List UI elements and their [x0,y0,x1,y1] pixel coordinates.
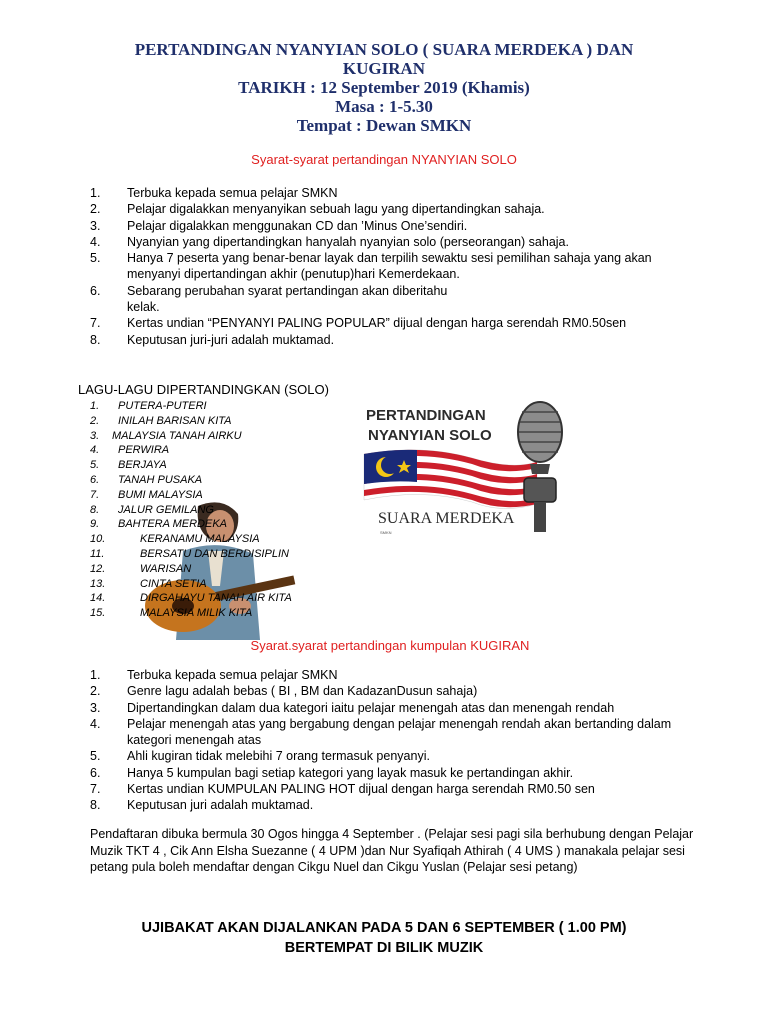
event-venue: Tempat : Dewan SMKN [296,116,472,135]
audition-notice [0,918,768,958]
item-number: 3. [90,700,101,715]
band-rules-heading: Syarat.syarat pertandingan kumpulan KUGIRAN [250,638,530,653]
list-item [90,332,670,348]
item-number: 11. [90,547,105,560]
item-number: 10. [90,533,106,546]
song-title: BUMI MALAYSIA [118,488,203,501]
list-item [90,683,690,699]
item-text: Pelajar digalakkan menyanyikan sebuah lagu yang dipertandingkan sahaja. [127,202,545,217]
item-number: 2. [90,202,101,217]
item-number: 7. [90,782,101,797]
song-list-heading: LAGU-LAGU DIPERTANDINGKAN (SOLO) [78,382,329,397]
song-title: KERANAMU MALAYSIA [140,533,260,546]
song-title: BAHTERA MERDEKA [118,518,228,531]
item-number: 2. [90,414,100,427]
item-text: Pelajar menengah atas yang bergabung dengan pelajar menengah rendah akan bertanding dalam kategori menengah atas [127,716,672,748]
item-text: Sebarang perubahan syarat pertandingan akan diberitahu kelak. [127,283,448,315]
item-number: 5. [90,459,100,472]
list-item [90,667,690,683]
logo-line-2: NYANYIAN SOLO [368,427,492,444]
list-item [90,218,670,234]
song-title: TANAH PUSAKA [118,473,203,486]
audition-date: UJIBAKAT AKAN DIJALANKAN PADA 5 DAN 6 SEPTEMBER ( 1.00 PM) [141,920,627,936]
event-title-block [0,40,768,135]
band-rules-list [90,667,690,814]
logo-small-text: SMKN [380,530,392,535]
list-item [90,765,690,781]
item-text: Genre lagu adalah bebas ( BI , BM dan KadazanDusun sahaja) [127,684,478,699]
item-number: 1. [90,668,101,682]
item-number: 5. [90,251,101,266]
logo-line-1: PERTANDINGAN [366,407,486,424]
song-title: MALAYSIA TANAH AIRKU [112,429,242,442]
item-number: 5. [90,749,101,764]
item-number: 4. [90,444,100,457]
item-number: 4. [90,234,101,249]
title-line-2: KUGIRAN [342,59,426,78]
song-title: BERJAYA [118,459,167,472]
event-time: Masa : 1-5.30 [335,97,433,116]
list-item [90,185,670,201]
item-number: 7. [90,488,100,501]
song-title: DIRGAHAYU TANAH AIR KITA [140,592,292,605]
item-number: 6. [90,473,100,486]
item-text: Keputusan juri adalah muktamad. [127,798,314,813]
item-number: 9. [90,518,100,531]
item-number: 8. [90,503,100,516]
title-line-1: PERTANDINGAN NYANYIAN SOLO ( SUARA MERDEKA ) DAN [134,40,634,59]
list-item [90,234,670,250]
song-title: PERWIRA [118,444,170,457]
song-title: BERSATU DAN BERDISIPLIN [140,547,289,560]
item-number: 8. [90,798,101,813]
item-text: Ahli kugiran tidak melebihi 7 orang termasuk penyanyi. [127,749,430,764]
event-date: TARIKH : 12 September 2019 (Khamis) [238,78,530,97]
item-number: 2. [90,684,101,699]
item-text: Keputusan juri-juri adalah muktamad. [127,332,335,347]
list-item [90,781,690,797]
suara-merdeka-logo [362,392,572,542]
item-number: 12. [90,562,106,575]
item-number: 3. [90,429,100,442]
item-number: 4. [90,716,101,731]
list-item [90,201,670,217]
song-title: CINTA SETIA [140,577,207,590]
item-number: 13. [90,577,106,590]
item-text: Terbuka kepada semua pelajar SMKN [127,668,338,682]
item-text: Pelajar digalakkan menggunakan CD dan ’Minus One’sendiri. [127,218,468,233]
item-text: Kertas undian KUMPULAN PALING HOT dijual dengan harga serendah RM0.50 sen [127,782,595,797]
song-title: INILAH BARISAN KITA [118,414,232,427]
item-number: 6. [90,283,101,298]
list-item [90,716,690,749]
item-number: 15. [90,607,106,620]
solo-rules-heading: Syarat-syarat pertandingan NYANYIAN SOLO [251,152,517,167]
item-text: Dipertandingkan dalam dua kategori iaitu pelajar menengah atas dan menengah rendah [127,700,615,715]
song-title: PUTERA-PUTERI [118,400,207,412]
item-text: Nyanyian yang dipertandingkan hanyalah nyanyian solo (perseorangan) sahaja. [127,234,569,249]
item-text: Hanya 7 peserta yang benar-benar layak dan terpilih sewaktu sesi pemilihan sahaja yang akan menyanyi dipertandingan akhir (penutup)hari Kemerdekaan. [127,251,652,282]
item-number: 14. [90,592,106,605]
item-number: 6. [90,765,101,780]
item-text: Hanya 5 kumpulan bagi setiap kategori yang layak masuk ke pertandingan akhir. [127,765,574,780]
list-item [90,315,670,331]
list-item [90,700,690,716]
malaysia-flag-icon [364,450,537,509]
item-number: 1. [90,186,101,200]
list-item [90,283,457,316]
song-title: WARISAN [140,562,192,575]
solo-rules-list [90,185,670,348]
item-number: 1. [90,400,100,412]
audition-venue: BERTEMPAT DI BILIK MUZIK [284,940,484,956]
item-text: Terbuka kepada semua pelajar SMKN [127,186,338,200]
item-number: 3. [90,218,101,233]
list-item [90,250,670,283]
item-text: Kertas undian “PENYANYI PALING POPULAR” dijual dengan harga serendah RM0.50sen [127,316,627,331]
list-item [90,748,690,764]
song-title: JALUR GEMILANG [118,503,214,516]
song-title: MALAYSIA MILIK KITA [140,607,253,620]
item-number: 8. [90,332,101,347]
list-item [90,797,690,813]
logo-line-3: SUARA MERDEKA [378,510,515,527]
registration-paragraph: Pendaftaran dibuka bermula 30 Ogos hingga 4 September . (Pelajar sesi pagi sila berhubung dengan Pelajar Muzik TKT 4 , Cik Ann Elsha Suezanne ( 4 UPM )dan Nur Syafiqah Athirah ( 4 UMS ) manakala pelajar sesi petang pula boleh mendaftar dengan Cikgu Nuel dan Cikgu Yuslan (Pelajar sesi petang) [90,827,694,874]
item-number: 7. [90,316,101,331]
